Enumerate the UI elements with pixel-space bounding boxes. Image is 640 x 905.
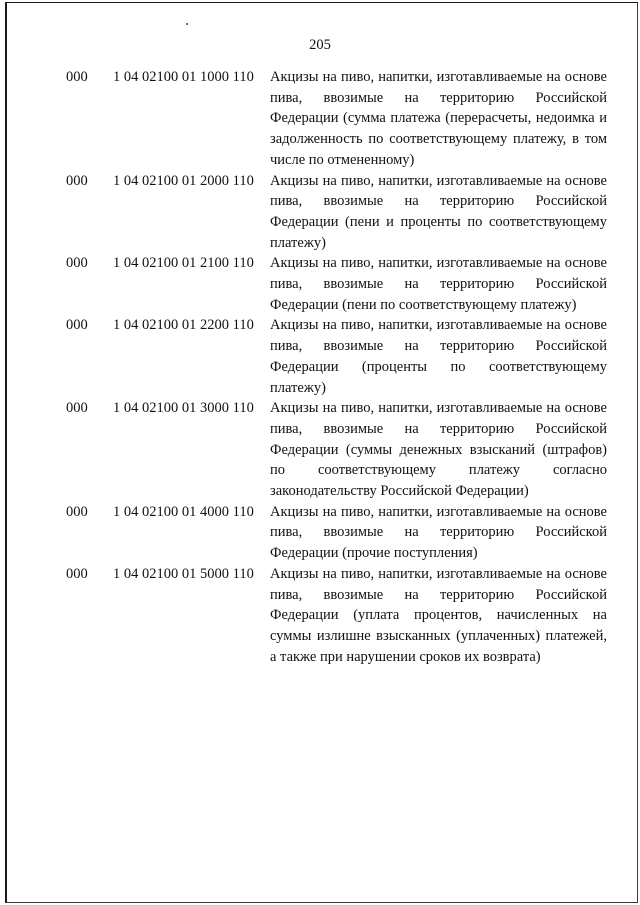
kbk-code: 1 04 02100 01 1000 110	[113, 69, 254, 85]
kbk-code: 1 04 02100 01 2000 110	[113, 172, 254, 189]
kbk-entries-list	[0, 67, 640, 667]
kbk-entry	[0, 398, 640, 502]
page-number: 205	[309, 37, 331, 53]
entry-description: Акцизы на пиво, напитки, изготавливаемые на основе пива, ввозимые на территорию Российской Федерации (пени и проценты по соответствующему платежу)	[270, 172, 607, 251]
kbk-code: 1 04 02100 01 4000 110	[113, 503, 254, 520]
kbk-entry	[0, 253, 640, 315]
admin-code: 000	[66, 503, 88, 520]
kbk-code: 1 04 02100 01 2200 110	[113, 317, 254, 334]
entry-description: Акцизы на пиво, напитки, изготавливаемые на основе пива, ввозимые на территорию Российской Федерации (сумма платежа (перерасчеты, недоимка и задолженность по соответствующему платежу, в том числе по отмененному)	[270, 69, 607, 168]
kbk-entry	[0, 315, 640, 398]
admin-code: 000	[66, 69, 88, 85]
kbk-entry	[0, 171, 640, 254]
kbk-entry	[0, 67, 640, 171]
entry-description: Акцизы на пиво, напитки, изготавливаемые на основе пива, ввозимые на территорию Российской Федерации (прочие поступления)	[270, 503, 607, 562]
admin-code: 000	[66, 172, 88, 189]
kbk-code: 1 04 02100 01 5000 110	[113, 565, 254, 582]
entry-description: Акцизы на пиво, напитки, изготавливаемые на основе пива, ввозимые на территорию Российской Федерации (пени по соответствующему платежу)	[270, 255, 607, 313]
admin-code: 000	[66, 255, 88, 272]
entry-description: Акцизы на пиво, напитки, изготавливаемые на основе пива, ввозимые на территорию Российской Федерации (суммы денежных взысканий (штрафов) по соответствующему платежу согласно законодательству Российской Федерации)	[270, 400, 607, 500]
scan-speck	[186, 23, 188, 25]
admin-code: 000	[66, 317, 88, 334]
kbk-entry	[0, 564, 640, 668]
entry-description: Акцизы на пиво, напитки, изготавливаемые на основе пива, ввозимые на территорию Российской Федерации (проценты по соответствующему платежу)	[270, 317, 607, 396]
entry-description: Акцизы на пиво, напитки, изготавливаемые на основе пива, ввозимые на территорию Российской Федерации (уплата процентов, начисленных на суммы излишне взысканных (уплаченных) платежей, а также при нарушении сроков их возврата)	[270, 565, 607, 665]
admin-code: 000	[66, 565, 88, 582]
kbk-code: 1 04 02100 01 3000 110	[113, 400, 254, 417]
kbk-code: 1 04 02100 01 2100 110	[113, 255, 254, 272]
kbk-entry	[0, 502, 640, 564]
admin-code: 000	[66, 400, 88, 417]
